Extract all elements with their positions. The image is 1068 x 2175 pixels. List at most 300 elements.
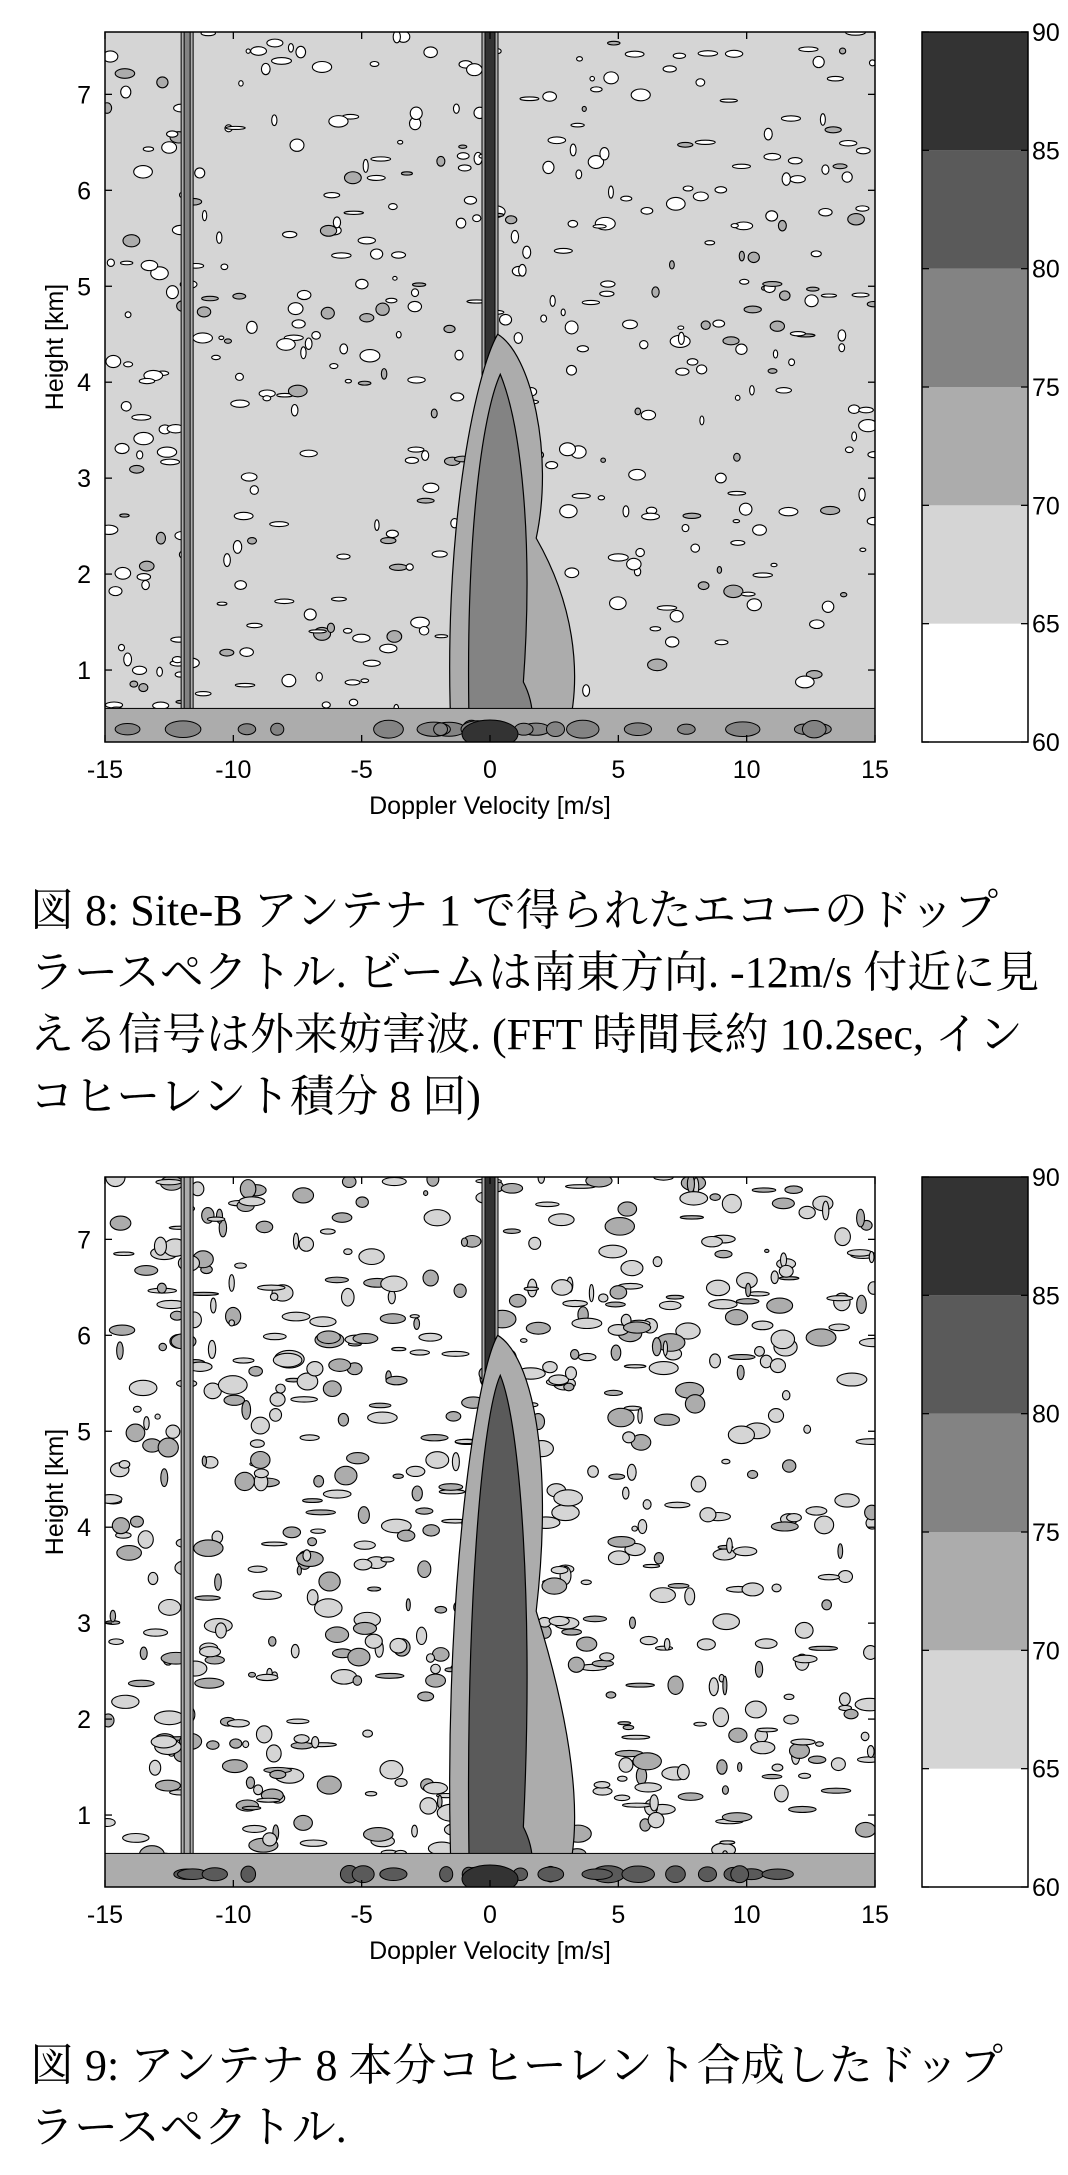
noise-contour — [771, 1522, 798, 1531]
noise-contour — [270, 1409, 282, 1422]
noise-contour — [309, 630, 326, 633]
noise-contour — [438, 1795, 443, 1807]
y-tick-label: 1 — [77, 1802, 91, 1831]
noise-contour — [568, 1657, 584, 1672]
noise-contour — [632, 1526, 638, 1531]
noise-contour — [392, 252, 406, 258]
noise-contour — [745, 1701, 766, 1718]
noise-contour — [473, 215, 481, 222]
noise-contour — [778, 220, 786, 230]
noise-contour — [606, 1692, 616, 1698]
noise-contour — [611, 1345, 621, 1360]
noise-contour — [550, 296, 555, 307]
y-tick-label: 5 — [77, 273, 91, 302]
noise-contour — [695, 140, 715, 144]
noise-contour — [784, 1694, 794, 1699]
noise-contour — [427, 1172, 439, 1186]
noise-contour — [202, 211, 206, 221]
x-tick-label: -10 — [215, 1901, 252, 1929]
noise-contour — [157, 667, 163, 676]
noise-contour — [307, 1590, 318, 1605]
noise-contour — [291, 1644, 299, 1657]
noise-contour — [139, 561, 154, 571]
noise-contour — [345, 379, 351, 383]
clutter-band-peak — [546, 722, 564, 737]
x-tick-label: -5 — [350, 756, 373, 784]
noise-contour — [677, 1764, 689, 1779]
noise-contour — [332, 1213, 352, 1222]
noise-contour — [770, 1359, 785, 1373]
noise-contour — [233, 1358, 254, 1363]
clutter-band-peak — [165, 721, 201, 738]
noise-contour — [240, 1180, 256, 1199]
noise-contour — [358, 237, 375, 244]
noise-contour — [353, 634, 370, 642]
noise-contour — [288, 385, 307, 397]
noise-contour — [623, 506, 629, 517]
noise-contour — [317, 1331, 340, 1344]
noise-contour — [109, 1639, 124, 1645]
noise-contour — [283, 231, 297, 237]
noise-contour — [520, 1339, 527, 1343]
noise-contour — [666, 1295, 683, 1299]
noise-contour — [100, 525, 118, 534]
noise-contour — [381, 1276, 407, 1292]
noise-contour — [365, 1634, 382, 1648]
noise-contour — [115, 443, 129, 453]
noise-contour — [235, 683, 254, 687]
noise-contour — [112, 1695, 139, 1708]
noise-contour — [194, 1540, 223, 1556]
noise-contour — [299, 1237, 313, 1251]
noise-contour — [529, 1237, 541, 1249]
noise-contour — [110, 1216, 131, 1230]
noise-contour — [312, 62, 331, 73]
noise-contour — [822, 165, 829, 174]
noise-contour — [439, 1484, 463, 1491]
noise-contour — [413, 283, 426, 286]
noise-contour — [395, 1779, 407, 1787]
noise-contour — [314, 1476, 324, 1487]
colorbar-label: 70 — [1032, 1637, 1060, 1666]
noise-contour — [723, 1676, 727, 1695]
noise-contour — [157, 447, 176, 457]
noise-contour — [641, 208, 653, 215]
noise-contour — [273, 1353, 302, 1367]
noise-contour — [242, 1806, 260, 1809]
noise-contour — [269, 1637, 276, 1646]
noise-contour — [224, 339, 231, 343]
noise-contour — [364, 1828, 393, 1842]
noise-contour — [722, 1459, 730, 1463]
noise-contour — [287, 1719, 309, 1724]
noise-contour — [312, 1737, 319, 1748]
noise-contour — [619, 1758, 633, 1773]
noise-contour — [729, 1728, 747, 1742]
colorbar-label: 60 — [1032, 1874, 1060, 1902]
y-tick-label: 6 — [77, 177, 91, 206]
noise-contour — [129, 1380, 157, 1395]
noise-contour — [523, 246, 531, 258]
noise-contour — [435, 635, 448, 638]
noise-contour — [270, 1770, 286, 1778]
noise-contour — [815, 1516, 834, 1534]
noise-contour — [130, 681, 138, 687]
noise-contour — [367, 175, 385, 180]
noise-contour — [135, 1266, 158, 1276]
noise-contour — [526, 1322, 550, 1334]
noise-contour — [418, 1561, 431, 1578]
noise-contour — [121, 402, 131, 411]
noise-contour — [291, 404, 298, 415]
noise-contour — [100, 1819, 115, 1827]
noise-contour — [103, 103, 112, 114]
noise-contour — [389, 564, 407, 570]
noise-contour — [426, 1654, 434, 1663]
noise-contour — [197, 307, 210, 317]
noise-contour — [267, 1745, 282, 1762]
noise-contour — [256, 1674, 278, 1680]
noise-contour — [424, 1782, 448, 1793]
noise-contour — [772, 1584, 781, 1592]
noise-contour — [221, 264, 228, 270]
noise-contour — [375, 520, 379, 531]
noise-contour — [398, 140, 403, 144]
noise-contour — [382, 1177, 406, 1185]
noise-contour — [642, 513, 660, 520]
noise-contour — [250, 486, 258, 495]
noise-contour — [195, 692, 211, 696]
noise-contour — [216, 1623, 227, 1638]
noise-contour — [156, 532, 165, 544]
noise-contour — [604, 72, 618, 84]
noise-contour — [857, 1295, 867, 1313]
noise-contour — [420, 1798, 437, 1814]
noise-contour — [390, 1638, 407, 1653]
noise-contour — [565, 321, 578, 334]
noise-contour — [247, 321, 258, 333]
noise-contour — [543, 161, 554, 173]
noise-contour — [322, 702, 330, 708]
noise-contour — [423, 1270, 438, 1286]
noise-contour — [565, 568, 579, 578]
noise-contour — [371, 249, 383, 259]
noise-contour — [781, 1253, 787, 1267]
noise-contour — [722, 1786, 728, 1795]
noise-contour — [416, 1508, 433, 1514]
noise-contour — [633, 1753, 661, 1770]
noise-contour — [852, 432, 857, 441]
x-axis-label: Doppler Velocity [m/s] — [369, 792, 611, 820]
noise-contour — [332, 253, 351, 258]
noise-contour — [294, 1735, 309, 1743]
noise-contour — [680, 1216, 703, 1219]
noise-contour — [408, 447, 424, 452]
noise-contour — [641, 410, 655, 420]
noise-contour — [825, 127, 841, 133]
noise-contour — [338, 1413, 348, 1426]
noise-contour — [421, 1435, 448, 1441]
noise-contour — [790, 176, 805, 183]
noise-contour — [270, 1293, 277, 1300]
noise-contour — [154, 1711, 184, 1725]
noise-contour — [288, 44, 293, 52]
colorbar-band — [922, 1650, 1028, 1768]
noise-contour — [608, 41, 620, 45]
noise-contour — [799, 1206, 815, 1218]
noise-contour — [270, 522, 289, 527]
noise-contour — [511, 230, 518, 243]
clutter-band-peak — [582, 1869, 612, 1880]
noise-contour — [807, 287, 819, 291]
noise-contour — [456, 218, 465, 228]
noise-contour — [752, 1188, 775, 1192]
noise-contour — [114, 1252, 134, 1255]
noise-contour — [217, 232, 222, 243]
noise-contour — [818, 1574, 839, 1579]
noise-contour — [678, 142, 693, 147]
colorbar-band — [922, 1177, 1028, 1295]
noise-contour — [137, 451, 143, 459]
x-tick-label: -15 — [86, 756, 124, 784]
interference-line — [184, 32, 190, 742]
noise-contour — [582, 106, 586, 111]
figure-9 — [0, 1145, 1068, 1995]
noise-contour — [306, 1510, 335, 1515]
noise-contour — [776, 388, 791, 393]
colorbar-label: 65 — [1032, 610, 1060, 639]
noise-contour — [560, 505, 577, 518]
noise-contour — [741, 592, 755, 596]
noise-contour — [839, 344, 845, 352]
noise-contour — [782, 173, 790, 185]
noise-contour — [246, 1777, 254, 1789]
noise-contour — [845, 447, 853, 453]
noise-contour — [640, 341, 648, 349]
noise-contour — [277, 339, 296, 351]
noise-contour — [422, 451, 429, 461]
x-tick-label: 15 — [861, 756, 889, 784]
clutter-band-peak — [731, 1866, 749, 1883]
noise-contour — [137, 574, 150, 581]
noise-contour — [195, 168, 205, 178]
noise-contour — [263, 1333, 286, 1339]
noise-contour — [321, 307, 334, 319]
noise-contour — [272, 58, 292, 65]
noise-contour — [359, 1249, 384, 1265]
noise-contour — [700, 416, 704, 425]
colorbar-band — [922, 1532, 1028, 1650]
noise-contour — [251, 1417, 269, 1434]
noise-contour — [411, 617, 430, 628]
noise-contour — [231, 400, 249, 407]
noise-contour — [464, 196, 476, 204]
noise-contour — [838, 1571, 852, 1583]
noise-contour — [861, 1732, 869, 1740]
noise-contour — [821, 506, 840, 514]
noise-contour — [120, 514, 129, 517]
noise-contour — [360, 350, 380, 362]
noise-contour — [220, 649, 234, 656]
noise-contour — [414, 1318, 420, 1329]
noise-contour — [796, 676, 815, 688]
noise-contour — [283, 1527, 300, 1538]
noise-contour — [753, 525, 767, 535]
noise-contour — [709, 1300, 737, 1309]
noise-contour — [208, 1340, 215, 1358]
noise-contour — [683, 186, 693, 191]
noise-contour — [621, 196, 632, 201]
noise-contour — [380, 644, 397, 653]
noise-contour — [810, 620, 824, 629]
noise-contour — [554, 248, 572, 253]
noise-contour — [549, 1616, 569, 1625]
noise-contour — [722, 1194, 741, 1212]
y-tick-label: 4 — [77, 1514, 91, 1543]
noise-contour — [839, 1693, 850, 1706]
noise-contour — [293, 1188, 314, 1203]
noise-contour — [837, 1373, 867, 1386]
noise-contour — [126, 1424, 145, 1442]
noise-contour — [405, 457, 418, 463]
noise-contour — [276, 1384, 285, 1393]
noise-contour — [713, 1549, 736, 1560]
noise-contour — [685, 1588, 695, 1605]
x-tick-label: 10 — [732, 1901, 761, 1929]
noise-contour — [700, 1508, 716, 1522]
noise-contour — [748, 252, 759, 262]
noise-contour — [267, 39, 283, 47]
noise-contour — [388, 1290, 395, 1303]
noise-contour — [572, 1318, 602, 1328]
clutter-band-peak — [538, 1867, 564, 1881]
noise-contour — [763, 282, 782, 287]
noise-contour — [570, 144, 576, 156]
noise-contour — [780, 291, 791, 300]
noise-contour — [452, 1453, 459, 1471]
noise-contour — [820, 114, 825, 126]
noise-contour — [564, 1383, 574, 1391]
noise-contour — [250, 1440, 264, 1448]
noise-contour — [149, 1760, 160, 1775]
noise-contour — [358, 381, 371, 385]
noise-contour — [789, 1806, 817, 1812]
noise-contour — [393, 276, 397, 280]
noise-contour — [124, 362, 133, 367]
noise-contour — [115, 567, 131, 579]
noise-contour — [353, 1676, 362, 1686]
noise-contour — [546, 462, 558, 469]
noise-contour — [107, 259, 114, 266]
noise-contour — [848, 214, 865, 225]
noise-contour — [424, 1191, 428, 1196]
noise-contour — [654, 1553, 663, 1564]
noise-contour — [738, 1763, 742, 1772]
noise-contour — [410, 1350, 429, 1355]
noise-contour — [649, 1362, 678, 1375]
noise-contour — [725, 50, 742, 57]
noise-contour — [835, 1494, 859, 1507]
noise-contour — [211, 1298, 216, 1313]
noise-contour — [320, 1229, 335, 1234]
noise-contour — [640, 1636, 657, 1644]
noise-contour — [248, 538, 257, 544]
noise-contour — [514, 333, 522, 344]
noise-contour — [417, 498, 434, 503]
clutter-band-peak — [374, 720, 404, 738]
noise-contour — [568, 220, 578, 227]
noise-contour — [143, 147, 153, 151]
noise-contour — [437, 156, 445, 166]
noise-contour — [614, 1795, 629, 1801]
noise-contour — [795, 1622, 813, 1638]
noise-contour — [303, 1499, 323, 1503]
noise-contour — [706, 1280, 729, 1295]
noise-contour — [323, 1490, 351, 1498]
colorbar-band — [922, 1295, 1028, 1413]
noise-contour — [767, 1298, 793, 1313]
noise-contour — [161, 1469, 168, 1487]
noise-contour — [577, 57, 583, 61]
plot-area — [99, 1168, 888, 1894]
noise-contour — [316, 673, 322, 682]
noise-contour — [424, 47, 437, 58]
noise-contour — [727, 1538, 733, 1553]
noise-contour — [123, 235, 140, 247]
noise-contour — [340, 344, 348, 354]
plot-area — [100, 30, 881, 748]
noise-contour — [865, 1505, 879, 1520]
noise-contour — [665, 1502, 690, 1508]
x-tick-label: -5 — [350, 1901, 373, 1929]
noise-contour — [560, 443, 576, 456]
noise-contour — [694, 1722, 706, 1726]
noise-contour — [678, 326, 684, 329]
noise-contour — [310, 1317, 336, 1327]
noise-contour — [138, 1531, 153, 1548]
noise-contour — [572, 494, 590, 499]
noise-contour — [787, 1514, 802, 1522]
noise-contour — [789, 359, 795, 366]
noise-contour — [739, 251, 744, 261]
noise-contour — [519, 264, 526, 276]
noise-contour — [451, 393, 464, 401]
clutter-peak-center — [462, 720, 518, 748]
noise-contour — [856, 1439, 886, 1445]
noise-contour — [410, 1315, 419, 1318]
noise-contour — [392, 1347, 406, 1350]
noise-contour — [369, 1403, 390, 1408]
noise-contour — [308, 1538, 317, 1546]
noise-contour — [307, 1362, 323, 1376]
noise-contour — [593, 225, 606, 229]
noise-contour — [257, 1798, 280, 1802]
noise-contour — [119, 1461, 130, 1469]
noise-contour — [158, 1438, 178, 1457]
noise-contour — [666, 197, 685, 210]
noise-contour — [319, 1572, 340, 1591]
noise-contour — [256, 1726, 271, 1743]
noise-contour — [852, 293, 869, 297]
noise-contour — [859, 488, 865, 500]
noise-contour — [816, 1742, 824, 1746]
colorbar-label: 80 — [1032, 255, 1060, 284]
noise-contour — [755, 1661, 762, 1677]
noise-contour — [698, 51, 717, 56]
noise-contour — [292, 320, 305, 328]
noise-contour — [254, 1469, 268, 1478]
noise-contour — [356, 1197, 368, 1207]
